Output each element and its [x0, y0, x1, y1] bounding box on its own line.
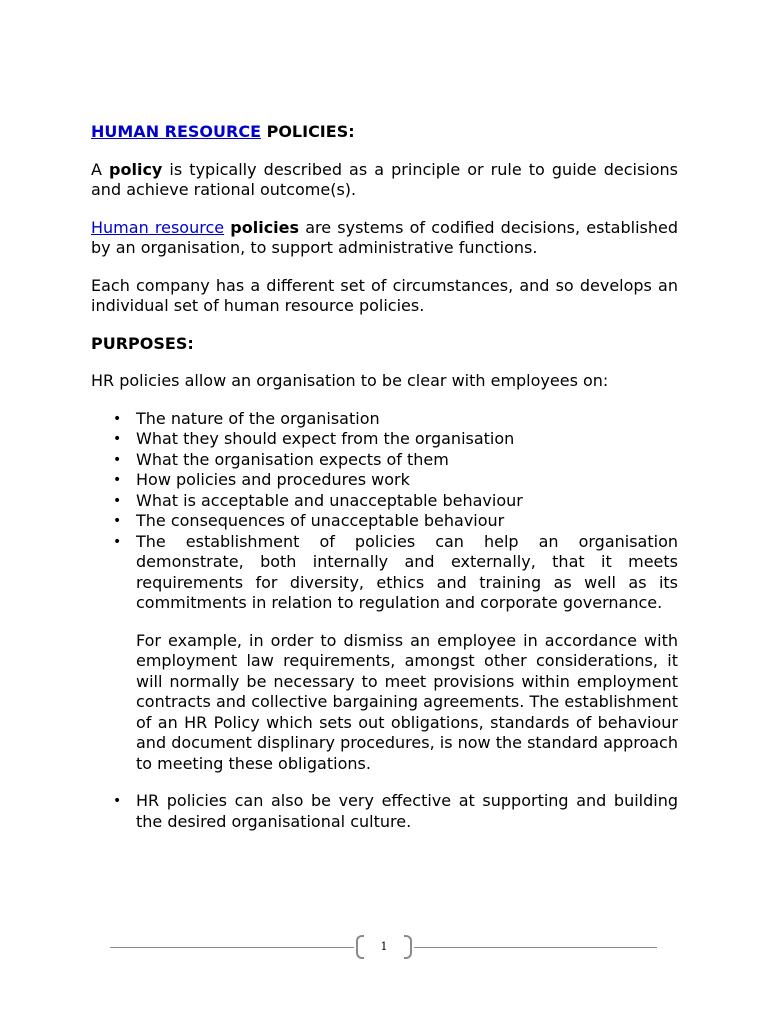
list-item — [91, 511, 678, 532]
para1-prefix: A — [91, 159, 110, 179]
bullet-icon: • — [113, 431, 122, 447]
purposes-list — [91, 409, 678, 614]
footer-rule-left — [110, 947, 354, 948]
list-item-text: What is acceptable and unacceptable behaviour — [136, 490, 523, 510]
bullet-icon: • — [113, 513, 122, 529]
list-item-text: What they should expect from the organisation — [136, 429, 515, 448]
bullet-icon: • — [113, 492, 122, 509]
purposes-heading: PURPOSES: — [91, 333, 194, 353]
purposes-intro: HR policies allow an organisation to be clear with employees on: — [91, 371, 609, 390]
page-number: 1 — [380, 940, 388, 953]
human-resource-inline-link[interactable]: Human resource — [91, 217, 225, 237]
bullet-icon: • — [113, 451, 122, 468]
final-list — [91, 791, 678, 832]
list-item — [91, 491, 678, 512]
page-footer — [110, 935, 657, 961]
list-item-text: The nature of the organisation — [136, 408, 380, 428]
list-item — [91, 532, 678, 614]
footer-bracket-close — [404, 935, 412, 959]
list-item — [91, 450, 678, 471]
bullet-icon: • — [113, 533, 122, 550]
list-item-text: How policies and procedures work — [136, 470, 410, 489]
list-item-text: HR policies can also be very effective at supporting and building the desired organisational culture. — [136, 791, 678, 831]
bullet-icon: • — [113, 472, 122, 488]
hr-policies-definition-paragraph — [91, 218, 678, 259]
policy-term: policy — [109, 159, 163, 179]
list-item — [91, 409, 678, 430]
list-item-text: The establishment of policies can help an organisation demonstrate, both internally and externally, that it meets requirements for diversity, ethics and training as well as its commitments in relation to regulation and corporate governance. — [136, 531, 678, 612]
footer-bracket-open — [356, 935, 364, 959]
policy-definition-paragraph — [91, 160, 678, 201]
list-item-text: What the organisation expects of them — [136, 449, 449, 469]
footer-rule-right — [414, 947, 657, 948]
page-title — [91, 122, 678, 143]
list-item-text: The consequences of unacceptable behaviour — [136, 511, 505, 530]
company-circumstances-paragraph: Each company has a different set of circumstances, and so develops an individual set of human resource policies. — [91, 275, 678, 315]
bullet-icon: • — [113, 793, 122, 809]
example-paragraph: For example, in order to dismiss an employee in accordance with employment law requirements, amongst other considerations, it will normally be necessary to meet provisions within employment contracts and collective bargaining agreements. The establishment of an HR Policy which sets out obligations, standards of behaviour and document displinary procedures, is now the standard approach to meeting these obligations. — [136, 630, 678, 773]
policies-term: policies — [230, 217, 300, 237]
list-item — [91, 429, 678, 450]
list-item — [91, 470, 678, 491]
list-item — [91, 791, 678, 832]
page-title-rest: POLICIES: — [261, 122, 355, 141]
bullet-icon: • — [113, 410, 122, 427]
document-body — [91, 122, 678, 832]
para2-rest: are systems of codified decisions, established by an organisation, to support administrative functions. — [91, 217, 678, 257]
human-resource-link[interactable]: HUMAN RESOURCE — [91, 122, 262, 141]
para1-rest: is typically described as a principle or rule to guide decisions and achieve rational outcome(s). — [91, 159, 679, 199]
